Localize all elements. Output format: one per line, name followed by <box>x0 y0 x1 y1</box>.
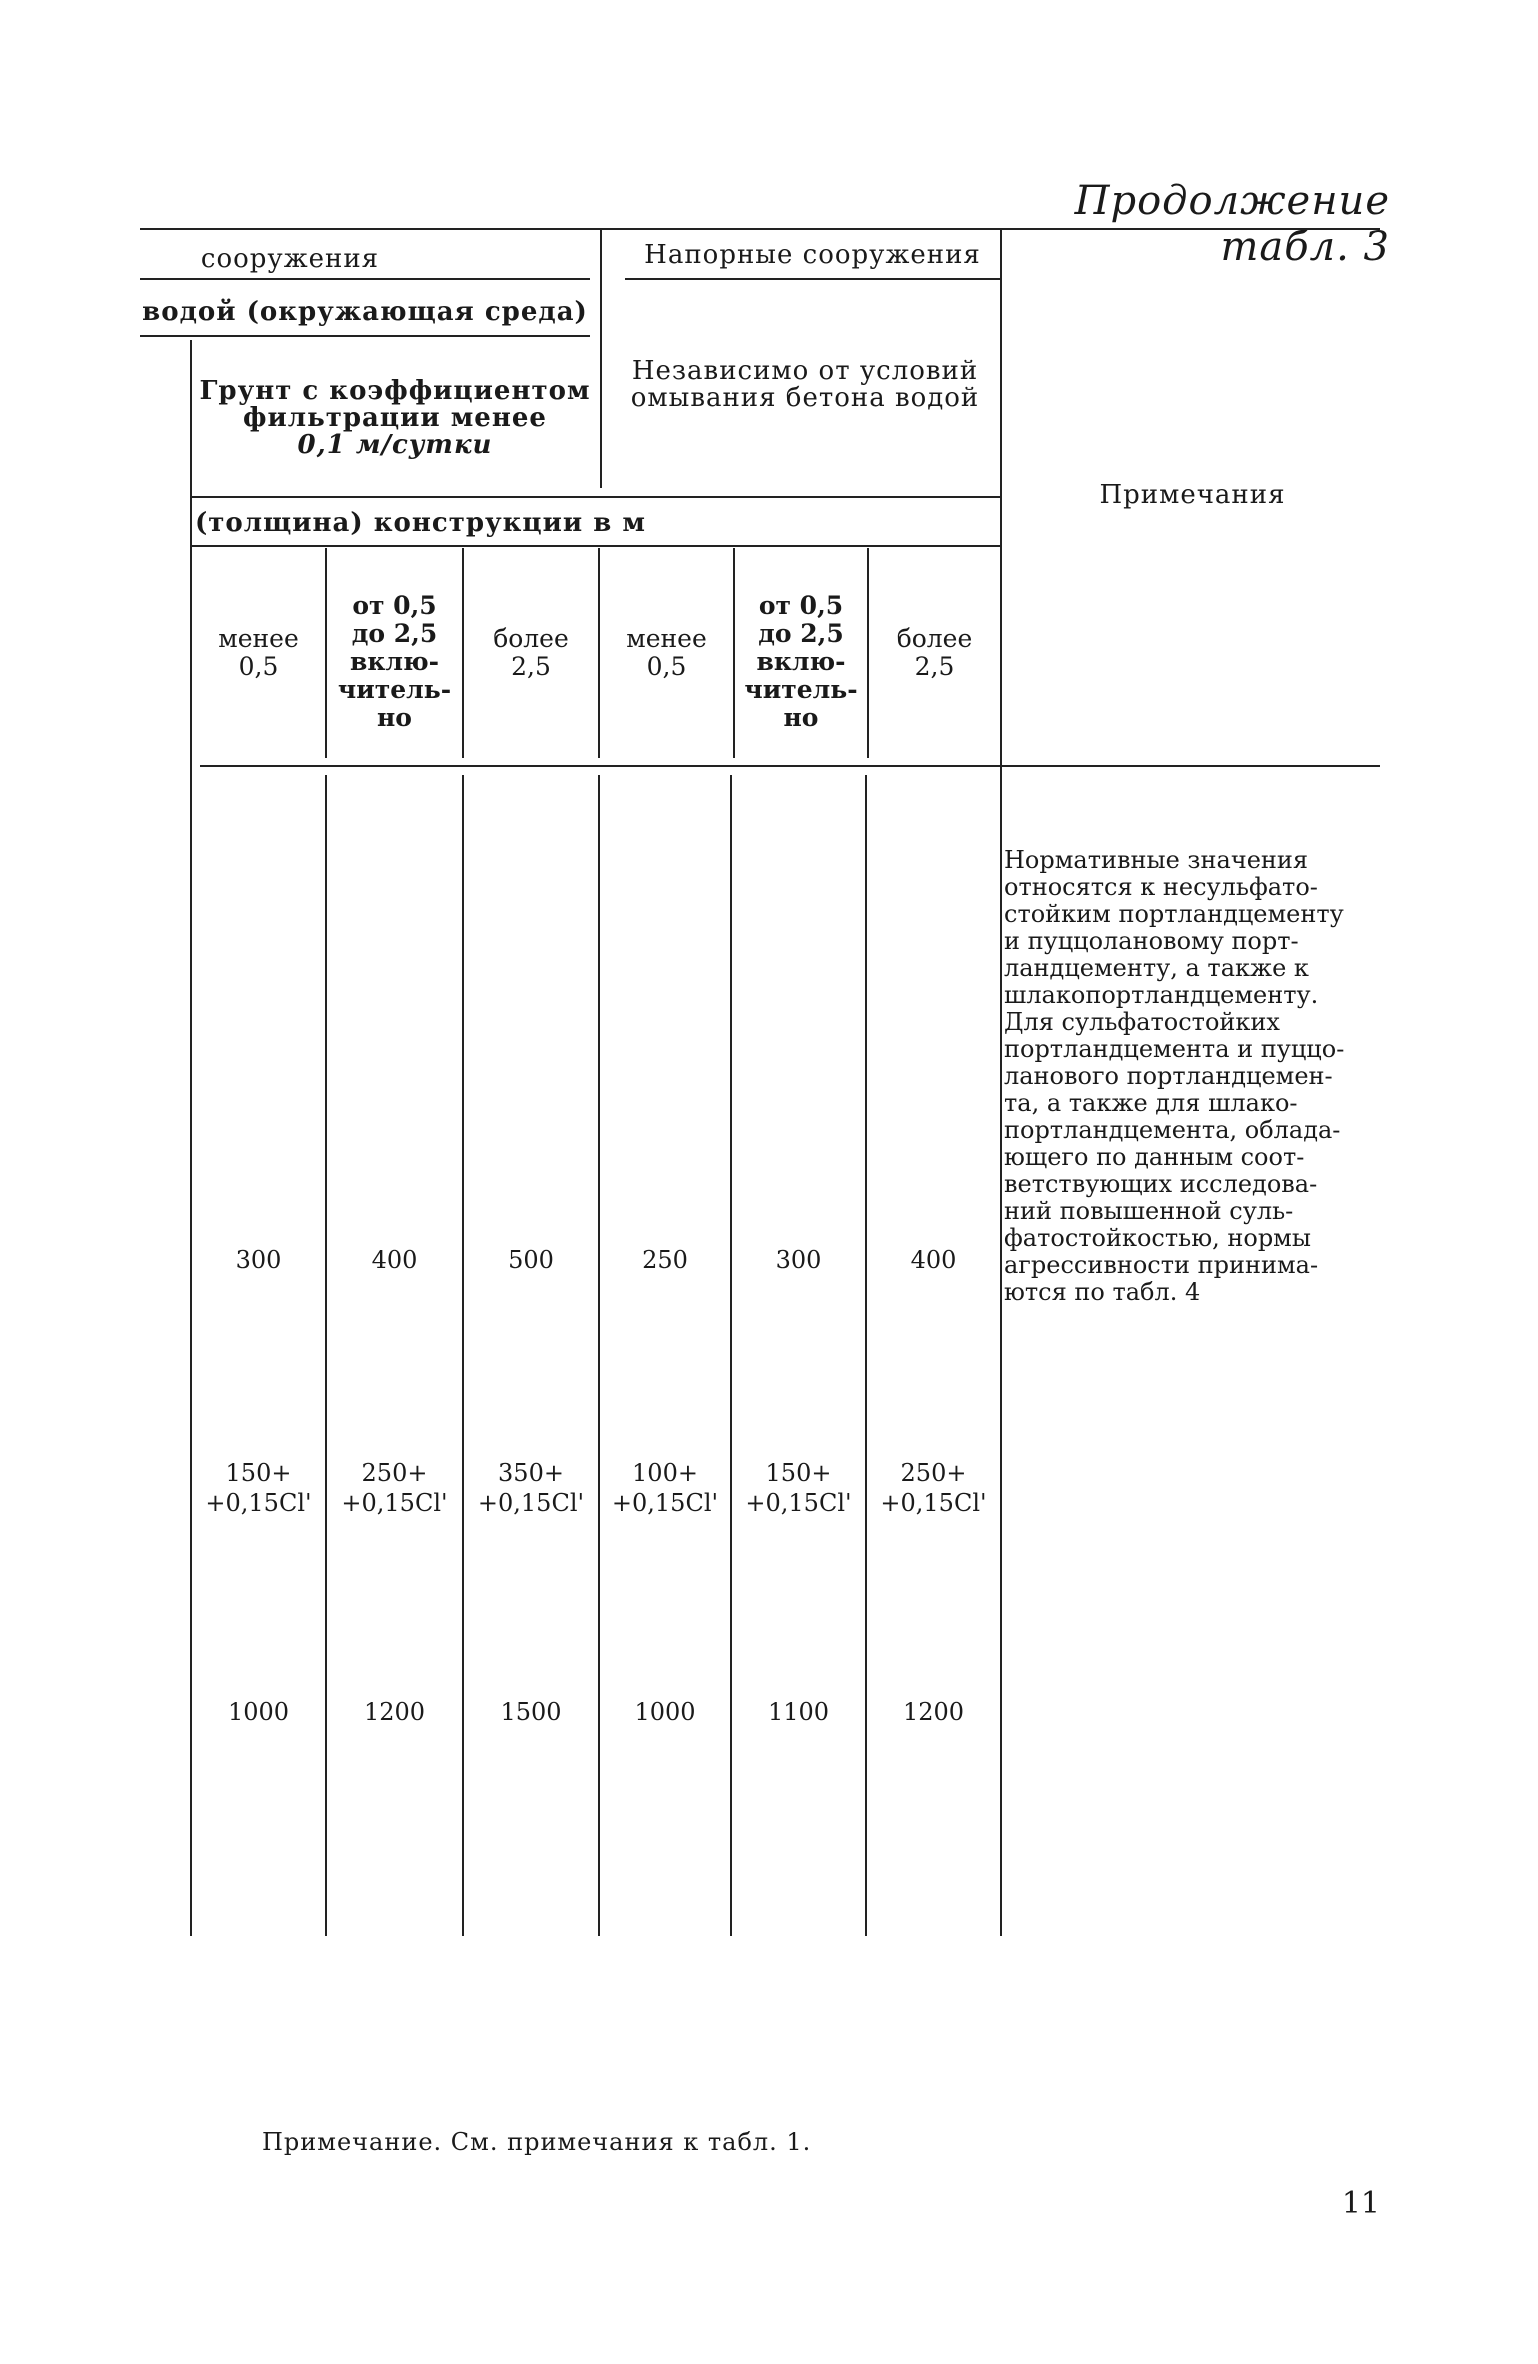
table-cell <box>867 1458 1000 1518</box>
note-line: Нормативные значения <box>1004 846 1309 874</box>
header-regardless-line: Независимо от условий <box>631 356 979 386</box>
column-header-line: более <box>493 624 569 653</box>
column-header-5 <box>735 592 867 732</box>
table-cell: 300 <box>775 1246 822 1274</box>
table-cell: 250 <box>642 1246 688 1274</box>
notes-text <box>1004 847 1380 1306</box>
table-cell: 400 <box>910 1246 957 1274</box>
table-cell-line: +0,15Cl' <box>611 1489 719 1517</box>
vline-col2 <box>462 775 464 1936</box>
column-header-line: вклю- <box>756 647 846 676</box>
column-header-2 <box>327 592 462 732</box>
note-line: фатостойкостью, нормы <box>1004 1224 1311 1252</box>
table-cell-line: +0,15Cl' <box>341 1489 448 1517</box>
vline-col3 <box>598 775 600 1936</box>
note-line: относятся к несульфато- <box>1004 873 1318 901</box>
column-header-line: до 2,5 <box>351 619 438 648</box>
column-header-3 <box>464 625 598 681</box>
column-header-line: 2,5 <box>511 652 551 681</box>
note-line: ющего по данным соот- <box>1004 1143 1305 1171</box>
table-footnote: Примечание. См. примечания к табл. 1. <box>262 2128 812 2156</box>
table-cell-line: +0,15Cl' <box>477 1489 585 1517</box>
column-header-line: читель- <box>744 675 858 704</box>
table-cell-line: 250+ <box>900 1459 967 1487</box>
header-regardless-line: омывания бетона водой <box>630 383 980 413</box>
note-line: и пуццолановому порт- <box>1004 927 1299 955</box>
rule-water-env <box>140 335 590 337</box>
note-line: шлакопортландцементу. <box>1004 981 1319 1009</box>
column-header-6 <box>869 625 1000 681</box>
table-cell-line: +0,15Cl' <box>205 1489 312 1517</box>
vline-col1 <box>325 775 327 1936</box>
table-cell: 300 <box>235 1246 282 1274</box>
note-line: портландцемента и пуццо- <box>1004 1035 1345 1063</box>
rule-above-thickness <box>190 496 1000 498</box>
header-soil-line: фильтрации менее <box>243 403 547 433</box>
rule-below-columns <box>200 765 1380 767</box>
rule-pressure <box>625 278 1000 280</box>
note-line: ний повышенной суль- <box>1004 1197 1294 1225</box>
header-soil-line: Грунт с коэффициентом <box>199 376 591 406</box>
column-header-4 <box>600 625 733 681</box>
table-cell: 1000 <box>227 1698 290 1726</box>
note-line: ются по табл. 4 <box>1004 1278 1201 1306</box>
column-header-line: от 0,5 <box>352 591 437 620</box>
column-header-line: более <box>896 624 973 653</box>
table-cell <box>600 1458 730 1518</box>
column-header-line: до 2,5 <box>758 619 844 648</box>
top-rule <box>140 228 1380 230</box>
table-cell: 1500 <box>500 1698 562 1726</box>
table-cell-line: 350+ <box>498 1459 564 1487</box>
table-cell <box>732 1458 865 1518</box>
header-pressure-structures: Напорные сооружения <box>644 240 981 270</box>
note-line: Для сульфатостойких <box>1004 1008 1280 1036</box>
table-cell <box>192 1458 325 1518</box>
column-header-line: вклю- <box>349 647 440 676</box>
column-header-line: менее <box>626 624 707 653</box>
rule-structures <box>140 278 590 280</box>
header-soil-block <box>195 378 595 459</box>
note-line: стойким портландцементу <box>1004 900 1344 928</box>
vline-groups <box>600 230 602 488</box>
page-number: 11 <box>1341 2186 1380 2221</box>
table-cell-line: 100+ <box>632 1459 698 1487</box>
header-soil-line: 0,1 м/сутки <box>297 430 493 460</box>
note-line: та, а также для шлако- <box>1004 1089 1298 1117</box>
table-continuation-caption: Продолжение табл. 3 <box>1074 178 1390 270</box>
note-line: портландцемента, облада- <box>1004 1116 1341 1144</box>
note-line: ланового портландцемен- <box>1004 1062 1333 1090</box>
note-line: ветствующих исследова- <box>1004 1170 1318 1198</box>
header-regardless-block <box>610 358 1000 412</box>
table-cell: 400 <box>371 1246 418 1274</box>
column-header-line: но <box>377 703 412 732</box>
table-cell: 1000 <box>634 1698 696 1726</box>
table-cell-line: +0,15Cl' <box>745 1489 852 1517</box>
header-water-environment: водой (окружающая среда) <box>142 297 588 327</box>
table-cell-line: 150+ <box>225 1459 292 1487</box>
table-cell: 1100 <box>767 1698 830 1726</box>
note-line: агрессивности принима- <box>1004 1251 1319 1279</box>
column-header-line: 0,5 <box>646 652 687 681</box>
table-cell <box>464 1458 598 1518</box>
header-structures-fragment: сооружения <box>200 244 380 274</box>
column-header-line: от 0,5 <box>758 591 844 620</box>
column-header-1 <box>192 625 325 681</box>
column-header-line: 0,5 <box>238 652 279 681</box>
column-header-line: читель- <box>337 675 452 704</box>
vline-notes <box>1000 230 1002 1936</box>
table-cell <box>327 1458 462 1518</box>
vline-col4 <box>730 775 732 1936</box>
header-thickness: (толщина) конструкции в м <box>195 508 646 538</box>
header-notes-title: Примечания <box>1099 480 1286 510</box>
note-line: ландцементу, а также к <box>1004 954 1309 982</box>
rule-below-thickness <box>190 545 1000 547</box>
table-cell-line: 150+ <box>765 1459 832 1487</box>
column-header-line: менее <box>218 624 299 653</box>
table-cell-line: 250+ <box>361 1459 428 1487</box>
table-cell: 1200 <box>363 1698 426 1726</box>
table-cell: 500 <box>508 1246 554 1274</box>
table-cell: 1200 <box>902 1698 965 1726</box>
column-header-line: 2,5 <box>914 652 955 681</box>
vline-col5 <box>865 775 867 1936</box>
column-header-line: но <box>783 703 819 732</box>
table-cell-line: +0,15Cl' <box>880 1489 987 1517</box>
